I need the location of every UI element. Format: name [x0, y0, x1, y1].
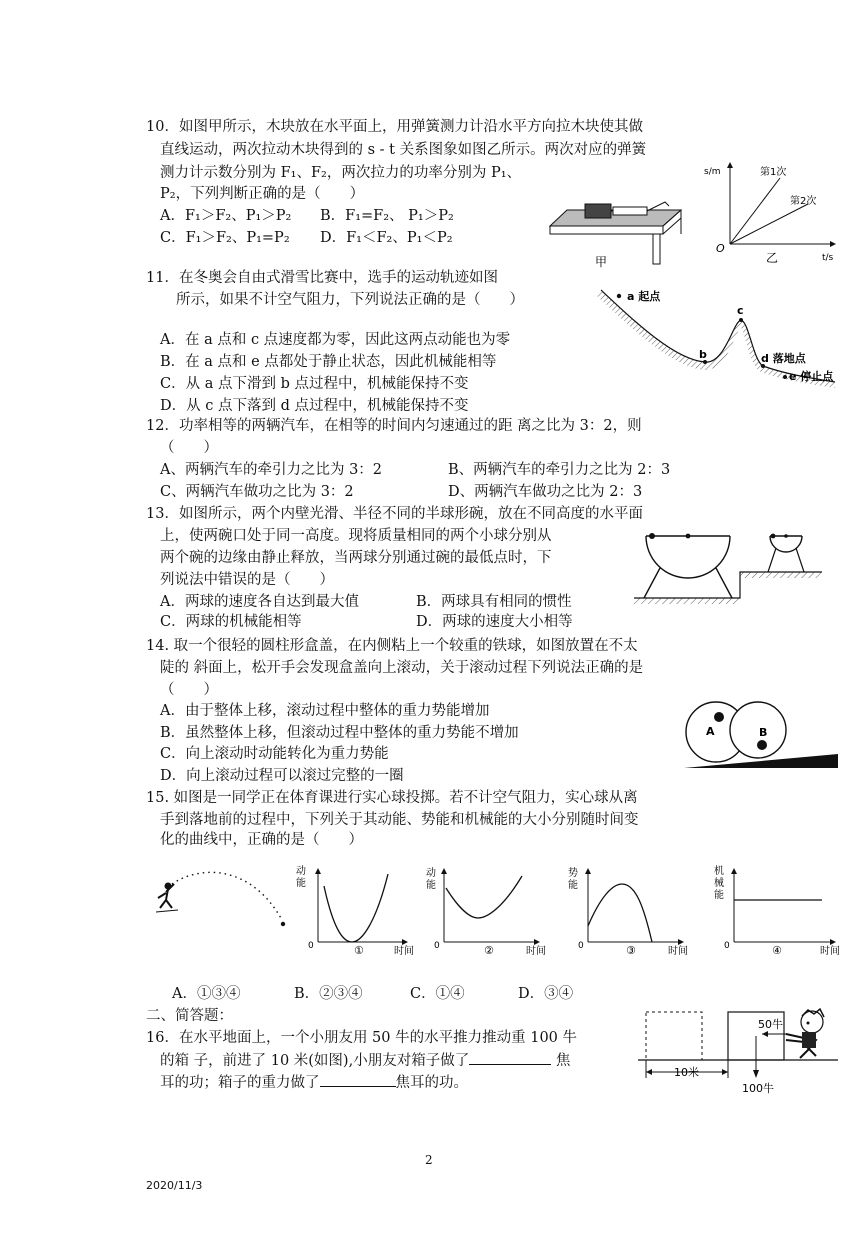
q10-line-series1 — [730, 178, 780, 244]
q15-graph1-ylabel-1: 动 — [296, 866, 306, 877]
q16-line-1: 16．在水平地面上，一个小朋友用 50 牛的水平推力推动重 100 牛 — [146, 1030, 578, 1046]
q10-figure-yi-label: 乙 — [766, 251, 779, 265]
q16-weight-label: 100牛 — [742, 1082, 774, 1095]
q10-line-2: 直线运动，两次拉动木块得到的 s - t 关系图象如图乙所示。两次对应的弹簧 — [160, 142, 647, 158]
q11-point-a-label: a 起点 — [627, 290, 661, 303]
q16-line-3-text: 耳的功；箱子的重力做了 — [160, 1075, 320, 1091]
q10-line-series2 — [730, 204, 808, 244]
q15-graph3-ylabel-1: 势 — [568, 868, 578, 879]
q10-option-b: B．F₁=F₂、 P₁＞P₂ — [320, 208, 454, 224]
q13-line-1: 13．如图所示，两个内壁光滑、半径不同的半球形碗，放在不同高度的水平面 — [146, 506, 643, 522]
q11-line-2: 所示，如果不计空气阻力，下列说法正确的是（ ） — [176, 292, 524, 308]
q10-option-d: D．F₁＜F₂、P₁＜P₂ — [320, 230, 453, 246]
q15-graph1-xlabel: 时间 — [394, 946, 414, 957]
q11-point-c-label: c — [737, 304, 744, 317]
q14-option-d: D．向上滚动过程可以滚过完整的一圈 — [160, 768, 404, 784]
q10-line-4: P₂，下列判断正确的是（ ） — [160, 186, 365, 202]
q10-line-3: 测力计示数分别为 F₁、F₂，两次拉力的功率分别为 P₁、 — [160, 165, 522, 181]
q13-line-4: 列说法中错误的是（ ） — [160, 572, 334, 588]
q14-line-3: （ ） — [160, 682, 218, 698]
q13-line-2: 上，使两碗口处于同一高度。现将质量相同的两个小球分别从 — [160, 528, 552, 544]
q15-graph4-number: ④ — [772, 944, 782, 957]
q16-blank-2[interactable] — [320, 1072, 396, 1087]
q15-option-c: C．①④ — [410, 986, 465, 1002]
q16-blank-1[interactable] — [469, 1050, 551, 1065]
q15-graph1-ylabel-2: 能 — [296, 878, 306, 889]
q15-line-2: 手到落地前的过程中，下列关于其动能、势能和机械能的大小分别随时间变 — [160, 812, 639, 828]
q12-option-c: C、两辆汽车做功之比为 3：2 — [160, 484, 354, 500]
q15-graph-4 — [710, 862, 850, 962]
q14-option-b: B．虽然整体上移，但滚动过程中整体的重力势能不增加 — [160, 725, 519, 741]
q12-option-a: A、两辆汽车的牵引力之比为 3：2 — [160, 462, 383, 478]
q14-label-a: A — [706, 725, 715, 738]
q14-label-b: B — [759, 726, 768, 739]
q10-option-a: A．F₁＞F₂、P₁＞P₂ — [160, 208, 292, 224]
q16-line-3-end: 焦耳的功。 — [395, 1075, 468, 1091]
q10-option-c: C．F₁＞F₂、P₁=P₂ — [160, 230, 290, 246]
q15-curve-3 — [588, 884, 652, 942]
q15-graph3-xlabel: 时间 — [668, 946, 688, 957]
q10-series1-label: 第1次 — [760, 167, 787, 178]
q15-graph4-origin: 0 — [724, 941, 730, 951]
q16-line-2 — [160, 1050, 570, 1071]
q12-option-b: B、两辆汽车的牵引力之比为 2：3 — [448, 462, 671, 478]
section-title: 二、简答题： — [146, 1008, 233, 1024]
q15-graph3-ylabel-2: 能 — [568, 880, 578, 891]
q14-option-c: C．向上滚动时动能转化为重力势能 — [160, 746, 389, 762]
q10-series2-label: 第2次 — [790, 196, 817, 207]
q15-graph4-ylabel-1: 机 — [714, 866, 724, 877]
q14-option-a: A．由于整体上移，滚动过程中整体的重力势能增加 — [160, 703, 490, 719]
q16-box-push-figure — [638, 1006, 838, 1098]
q11-option-a: A．在 a 点和 c 点速度都为零，因此这两点动能也为零 — [160, 332, 511, 348]
q11-option-b: B．在 a 点和 e 点都处于静止状态，因此机械能相等 — [160, 354, 497, 370]
q15-graph1-number: ① — [354, 944, 364, 957]
q11-ski-track-figure — [595, 282, 845, 392]
q10-figure-jia — [545, 188, 685, 268]
q15-graph2-number: ② — [484, 944, 494, 957]
q11-line-1: 11．在冬奥会自由式滑雪比赛中，选手的运动轨迹如图 — [146, 270, 498, 286]
footer-date: 2020/11/3 — [146, 1179, 203, 1192]
q15-curve-1 — [324, 874, 388, 942]
q16-force-label: 50牛 — [758, 1018, 783, 1031]
q15-graph3-origin: 0 — [578, 941, 584, 951]
q10-y-axis-label: s/m — [704, 167, 721, 177]
q16-distance-label: 10米 — [674, 1066, 699, 1079]
q15-thrower-figure — [142, 862, 292, 937]
q14-line-1: 14. 取一个很轻的圆柱形盒盖，在内侧粘上一个较重的铁球，如图放置在不太 — [146, 638, 638, 654]
q11-point-e-label: e 停止点 — [789, 370, 834, 383]
q15-graph2-ylabel-2: 能 — [426, 880, 436, 891]
q15-graph-3 — [564, 862, 700, 962]
q11-option-c: C．从 a 点下滑到 b 点过程中，机械能保持不变 — [160, 376, 469, 392]
q10-figure-jia-label: 甲 — [595, 255, 608, 268]
q12-line-2: （ ） — [160, 440, 218, 456]
q11-point-d-label: d 落地点 — [761, 352, 806, 365]
q15-line-1: 15. 如图是一同学正在体育课进行实心球投掷。若不计空气阻力，实心球从离 — [146, 790, 638, 806]
q15-graph1-origin: 0 — [308, 941, 314, 951]
q14-rolling-cylinder-figure — [682, 700, 842, 772]
page-number: 2 — [425, 1153, 433, 1167]
q15-curve-2 — [446, 876, 522, 918]
q11-option-d: D．从 c 点下落到 d 点过程中，机械能保持不变 — [160, 398, 469, 414]
q15-line-3: 化的曲线中，正确的是（ ） — [160, 832, 363, 848]
q16-line-2-text: 的箱 子，前进了 10 米(如图),小朋友对箱子做了 — [160, 1053, 470, 1069]
q15-option-b: B．②③④ — [294, 986, 363, 1002]
q15-option-d: D．③④ — [518, 986, 574, 1002]
q15-graph4-ylabel-2: 械 — [714, 878, 724, 889]
q15-graph3-number: ③ — [626, 944, 636, 957]
q13-option-d: D．两球的速度大小相等 — [416, 614, 573, 630]
q15-graph2-origin: 0 — [434, 941, 440, 951]
q15-graph-1 — [290, 862, 420, 962]
q13-option-c: C．两球的机械能相等 — [160, 614, 302, 630]
q13-bowls-figure — [632, 528, 827, 610]
q16-line-2-end: 焦 — [555, 1053, 571, 1069]
q12-option-d: D、两辆汽车做功之比为 2：3 — [448, 484, 643, 500]
q12-line-1: 12．功率相等的两辆汽车，在相等的时间内匀速通过的距 离之比为 3：2，则 — [146, 418, 642, 434]
q13-option-b: B．两球具有相同的惯性 — [416, 594, 572, 610]
q15-graph-2 — [422, 862, 552, 962]
q16-line-3 — [160, 1072, 468, 1093]
q10-x-axis-label: t/s — [822, 253, 834, 263]
q13-option-a: A．两球的速度各自达到最大值 — [160, 594, 359, 610]
q10-figure-yi — [700, 160, 845, 265]
q15-graph4-ylabel-3: 能 — [714, 890, 724, 901]
q13-line-3: 两个碗的边缘由静止释放，当两球分别通过碗的最低点时，下 — [160, 550, 552, 566]
q15-graph2-xlabel: 时间 — [526, 946, 546, 957]
q11-point-b-label: b — [699, 348, 707, 361]
q10-origin-label: O — [716, 242, 725, 255]
q15-graph4-xlabel: 时间 — [820, 946, 840, 957]
q14-line-2: 陡的 斜面上，松开手会发现盒盖向上滚动，关于滚动过程下列说法正确的是 — [160, 660, 644, 676]
q15-graph2-ylabel-1: 动 — [426, 868, 436, 879]
q10-line-1: 10．如图甲所示，木块放在水平面上，用弹簧测力计沿水平方向拉木块使其做 — [146, 119, 643, 135]
q15-option-a: A．①③④ — [172, 986, 241, 1002]
